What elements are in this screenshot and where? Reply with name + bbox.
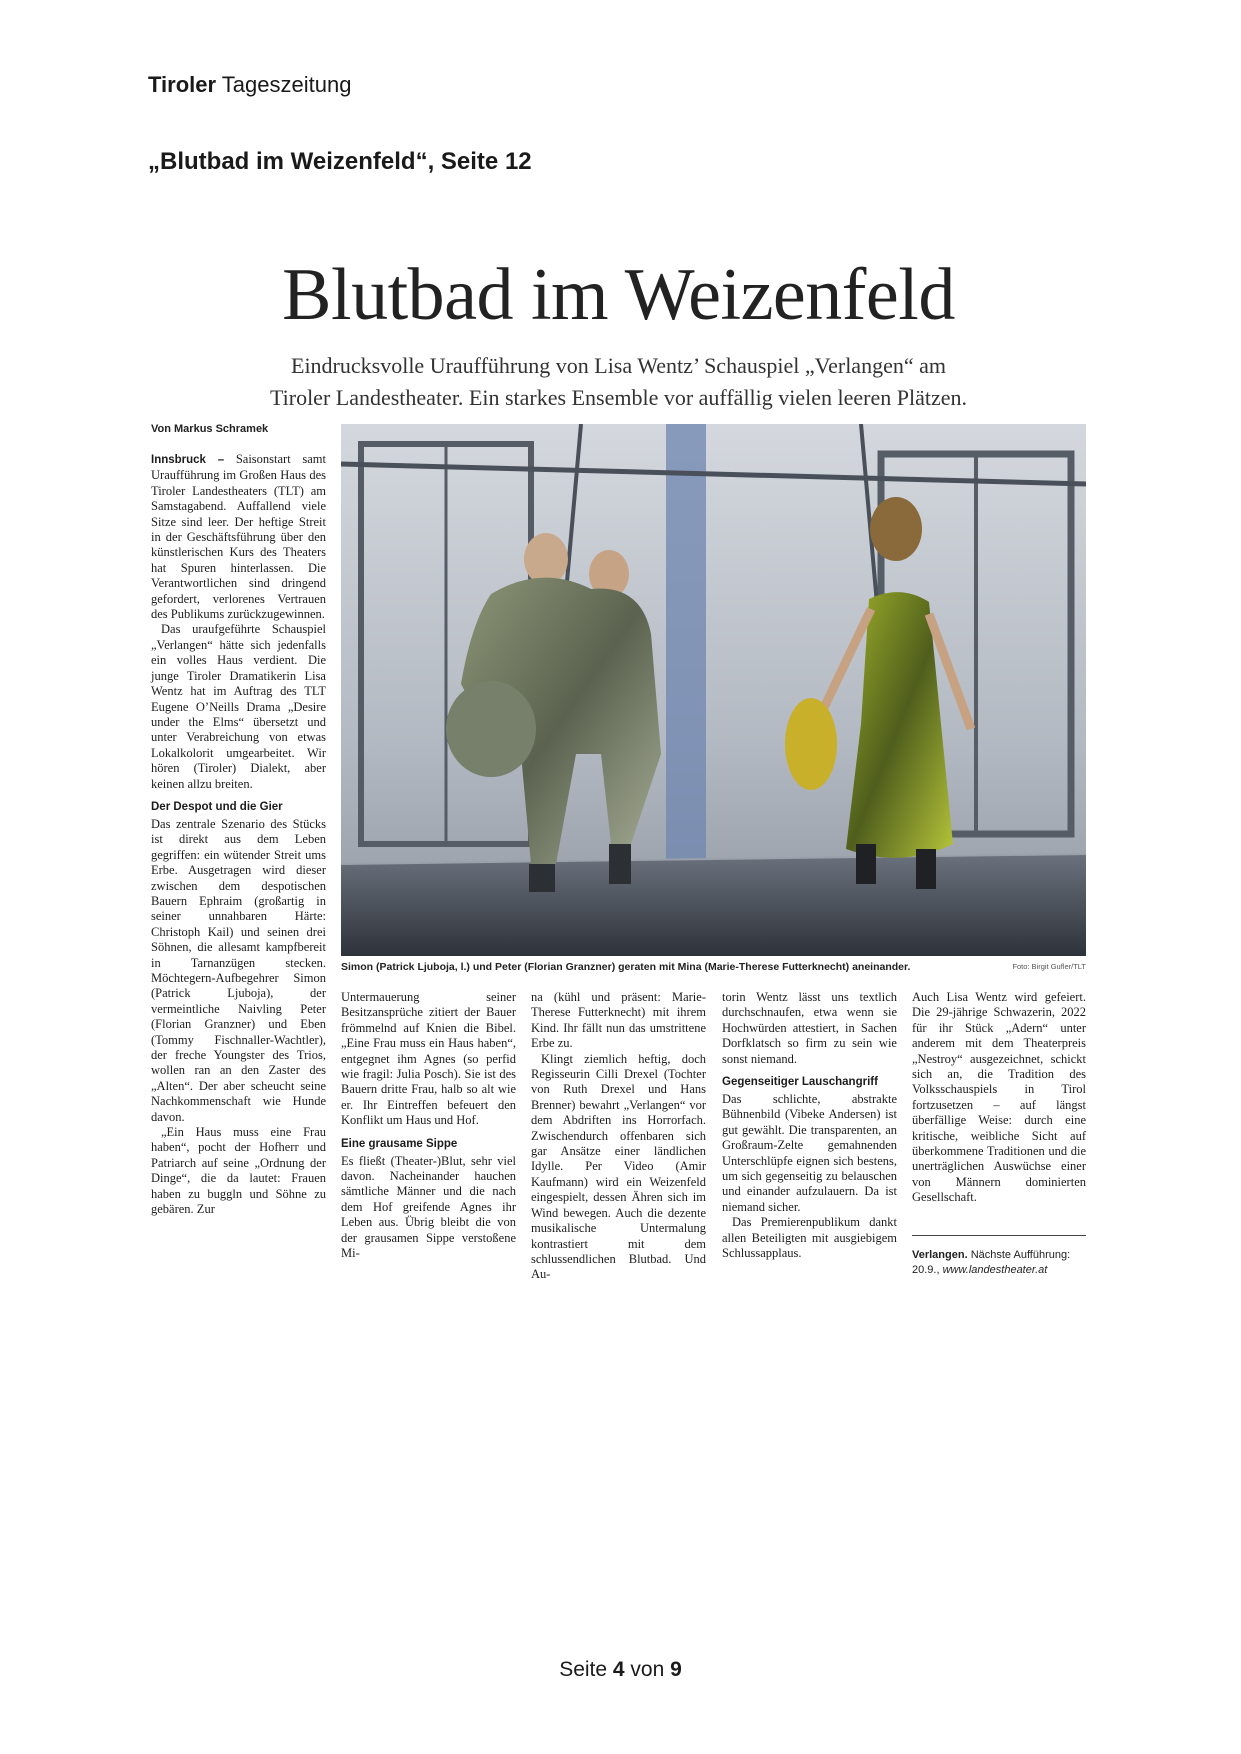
photo-caption <box>341 961 1086 973</box>
subheading: Gegenseitiger Lauschangriff <box>722 1076 878 1089</box>
paragraph <box>151 452 326 622</box>
paragraph: Es fließt (Theater-)Blut, sehr viel davon. Nacheinander hauchen sämtliche Männer und die nach dem Hof greifende Agnes ihr Leben aus. Übrig bleibt die von der grausamen Sippe verstoßene Mi- <box>341 1153 516 1261</box>
subheading: Eine grausame Sippe <box>341 1137 458 1150</box>
publication-name-rest: Tageszeitung <box>216 72 352 97</box>
text-column-3 <box>531 990 706 1283</box>
paragraph: Das zentrale Szenario des Stücks ist direkt aus dem Leben gegriffen: ein wütender Streit ums Erbe. Ausgetragen wird dieser zwischen dem despotischen Bauern Ephraim (großartig in seiner unnahbaren Härte: Christoph Kail) und seinen drei Söhnen, die allesamt kampfbereit in Tarnanzügen stecken. Möchtegern-Aufbegehrer Simon (Patrick Ljuboja), der vermeintliche Naivling Peter (Florian Granzner) und Eben (Tommy Fischnaller-Wachtler), der freche Youngster des Trios, wollen ran an den Zaster des „Alten“. Der aber scheucht seine Nachkommenschaft wie Hunde davon. <box>151 816 326 1124</box>
info-text: Nächste Aufführung: 20.9., <box>912 1249 1071 1276</box>
paragraph: Das schlichte, abstrakte Bühnenbild (Vibeke Andersen) ist gut gewählt. Die transparenten, an Großraum-Zelte gemahnenden Unterschlüpfe eignen sich bestens, um sich gegenseitig zu belauschen und einander aufzulauern. Da ist niemand sicher. <box>722 1092 897 1214</box>
article-reference: „Blutbad im Weizenfeld“, Seite 12 <box>148 148 532 175</box>
photo-caption-text: Simon (Patrick Ljuboja, l.) und Peter (Florian Granzner) geraten mit Mina (Marie-Therese Futterknecht) aneinander. <box>341 961 911 973</box>
paragraph: Das uraufgeführte Schauspiel „Verlangen“ hätte sich jedenfalls ein volles Haus verdient. Die junge Tiroler Dramatikerin Lisa Wentz hat im Auftrag des TLT Eugene O’Neills Drama „Desire under the Elms“ übersetzt und unter Verabreichung von etwas Lokalkolorit umgearbeitet. Wir hören (Tiroler) Dialekt, aber keinen allzu breiten. <box>151 622 326 791</box>
article-subline <box>150 350 1087 414</box>
publication-name-bold: Tiroler <box>148 72 217 97</box>
paragraph: na (kühl und präsent: Marie-Therese Futterknecht) mit ihrem Kind. Ihr fällt nun das umstrittene Erbe zu. <box>531 990 706 1051</box>
footer-middle: von <box>624 1658 671 1681</box>
text-column-2 <box>341 990 516 1262</box>
paragraph-text: Saisonstart samt Uraufführung im Großen Haus des Tiroler Landestheaters (TLT) am Samstagabend. Auffallend viele Sitze sind leer. Der heftige Streit in der Geschäftsführung über den künstlerischen Kurs des Theaters hat Spuren hinterlassen. Die Verantwortlichen sind dringend gefordert, verlorenes Vertrauen des Publikums zurückzugewinnen. <box>151 452 326 622</box>
stage-photo <box>341 424 1086 956</box>
paragraph: Das Premierenpublikum dankt allen Beteiligten mit ausgiebigem Schlussapplaus. <box>722 1215 897 1261</box>
paragraph: Auch Lisa Wentz wird gefeiert. Die 29-jährige Schwazerin, 2022 für ihr Stück „Adern“ unter anderem mit dem Theaterpreis „Nestroy“ ausgezeichnet, schickt sich an, die Tradition des Volksschauspiels in Tirol fortzusetzen – auf längst überfällige Weise: durch eine kritische, weibliche Sicht auf überkommene Traditionen und die unerträglichen Auswüchse einer von Männern dominierten Gesellschaft. <box>912 990 1086 1205</box>
subheading: Der Despot und die Gier <box>151 800 283 813</box>
paragraph: Untermauerung seiner Besitzansprüche zitiert der Bauer frömmelnd auf Knien die Bibel. „Eine Frau muss ein Haus haben“, entgegnet ihm Agnes (so perfid wie fragil: Julia Posch). Sie ist des Bauern dritte Frau, halb so alt wie er. Ihr Eintreffen befeuert den Konflikt um Haus und Hof. <box>341 990 516 1128</box>
page-footer <box>0 1658 1241 1682</box>
subline-line-1: Eindrucksvolle Uraufführung von Lisa Wentz’ Schauspiel „Verlangen“ am <box>291 353 946 378</box>
dateline: Innsbruck – <box>151 454 225 466</box>
photo-credit: Foto: Birgit Gufler/TLT <box>1012 962 1086 971</box>
footer-page: 4 <box>612 1658 625 1681</box>
info-url[interactable]: www.landestheater.at <box>942 1264 1048 1276</box>
performance-info <box>912 1235 1086 1278</box>
paragraph: „Ein Haus muss eine Frau haben“, pocht der Hofherr und Patriarch auf seine „Ordnung der Dinge“, die da lautet: Frauen haben zu buggln und Söhne zu gebären. Zur <box>151 1125 326 1217</box>
footer-prefix: Seite <box>559 1658 613 1681</box>
text-column-1 <box>151 452 326 1218</box>
subline-line-2: Tiroler Landestheater. Ein starkes Ensemble vor auffällig vielen leeren Plätzen. <box>269 385 968 410</box>
byline: Von Markus Schramek <box>151 423 269 435</box>
paragraph: Klingt ziemlich heftig, doch Regisseurin Cilli Drexel (Tochter von Ruth Drexel und Hans Brenner) bewahrt „Verlangen“ vor dem Abdriften ins Horrorfach. Zwischendurch offenbaren sich gar Ansätze einer ländlichen Idylle. Per Video (Amir Kaufmann) wird ein Weizenfeld eingespielt, dessen Ähren sich im Wind bewegen. Auch die dezente musikalische Untermalung kontrastiert mit dem schlussendlichen Blutbad. Und Au- <box>531 1051 706 1282</box>
stage-photo-illustration <box>341 424 1086 956</box>
article-headline: Blutbad im Weizenfeld <box>282 254 955 336</box>
info-label: Verlangen. <box>912 1249 968 1261</box>
footer-total: 9 <box>670 1658 682 1681</box>
text-column-5 <box>912 990 1086 1206</box>
text-column-4 <box>722 990 897 1262</box>
paragraph: torin Wentz lässt uns textlich durchschnaufen, etwa wenn sie Hochwürden attestiert, in Sachen Dorfklatsch so firm zu sein wie sonst niemand. <box>722 990 897 1066</box>
publication-name <box>148 72 351 98</box>
